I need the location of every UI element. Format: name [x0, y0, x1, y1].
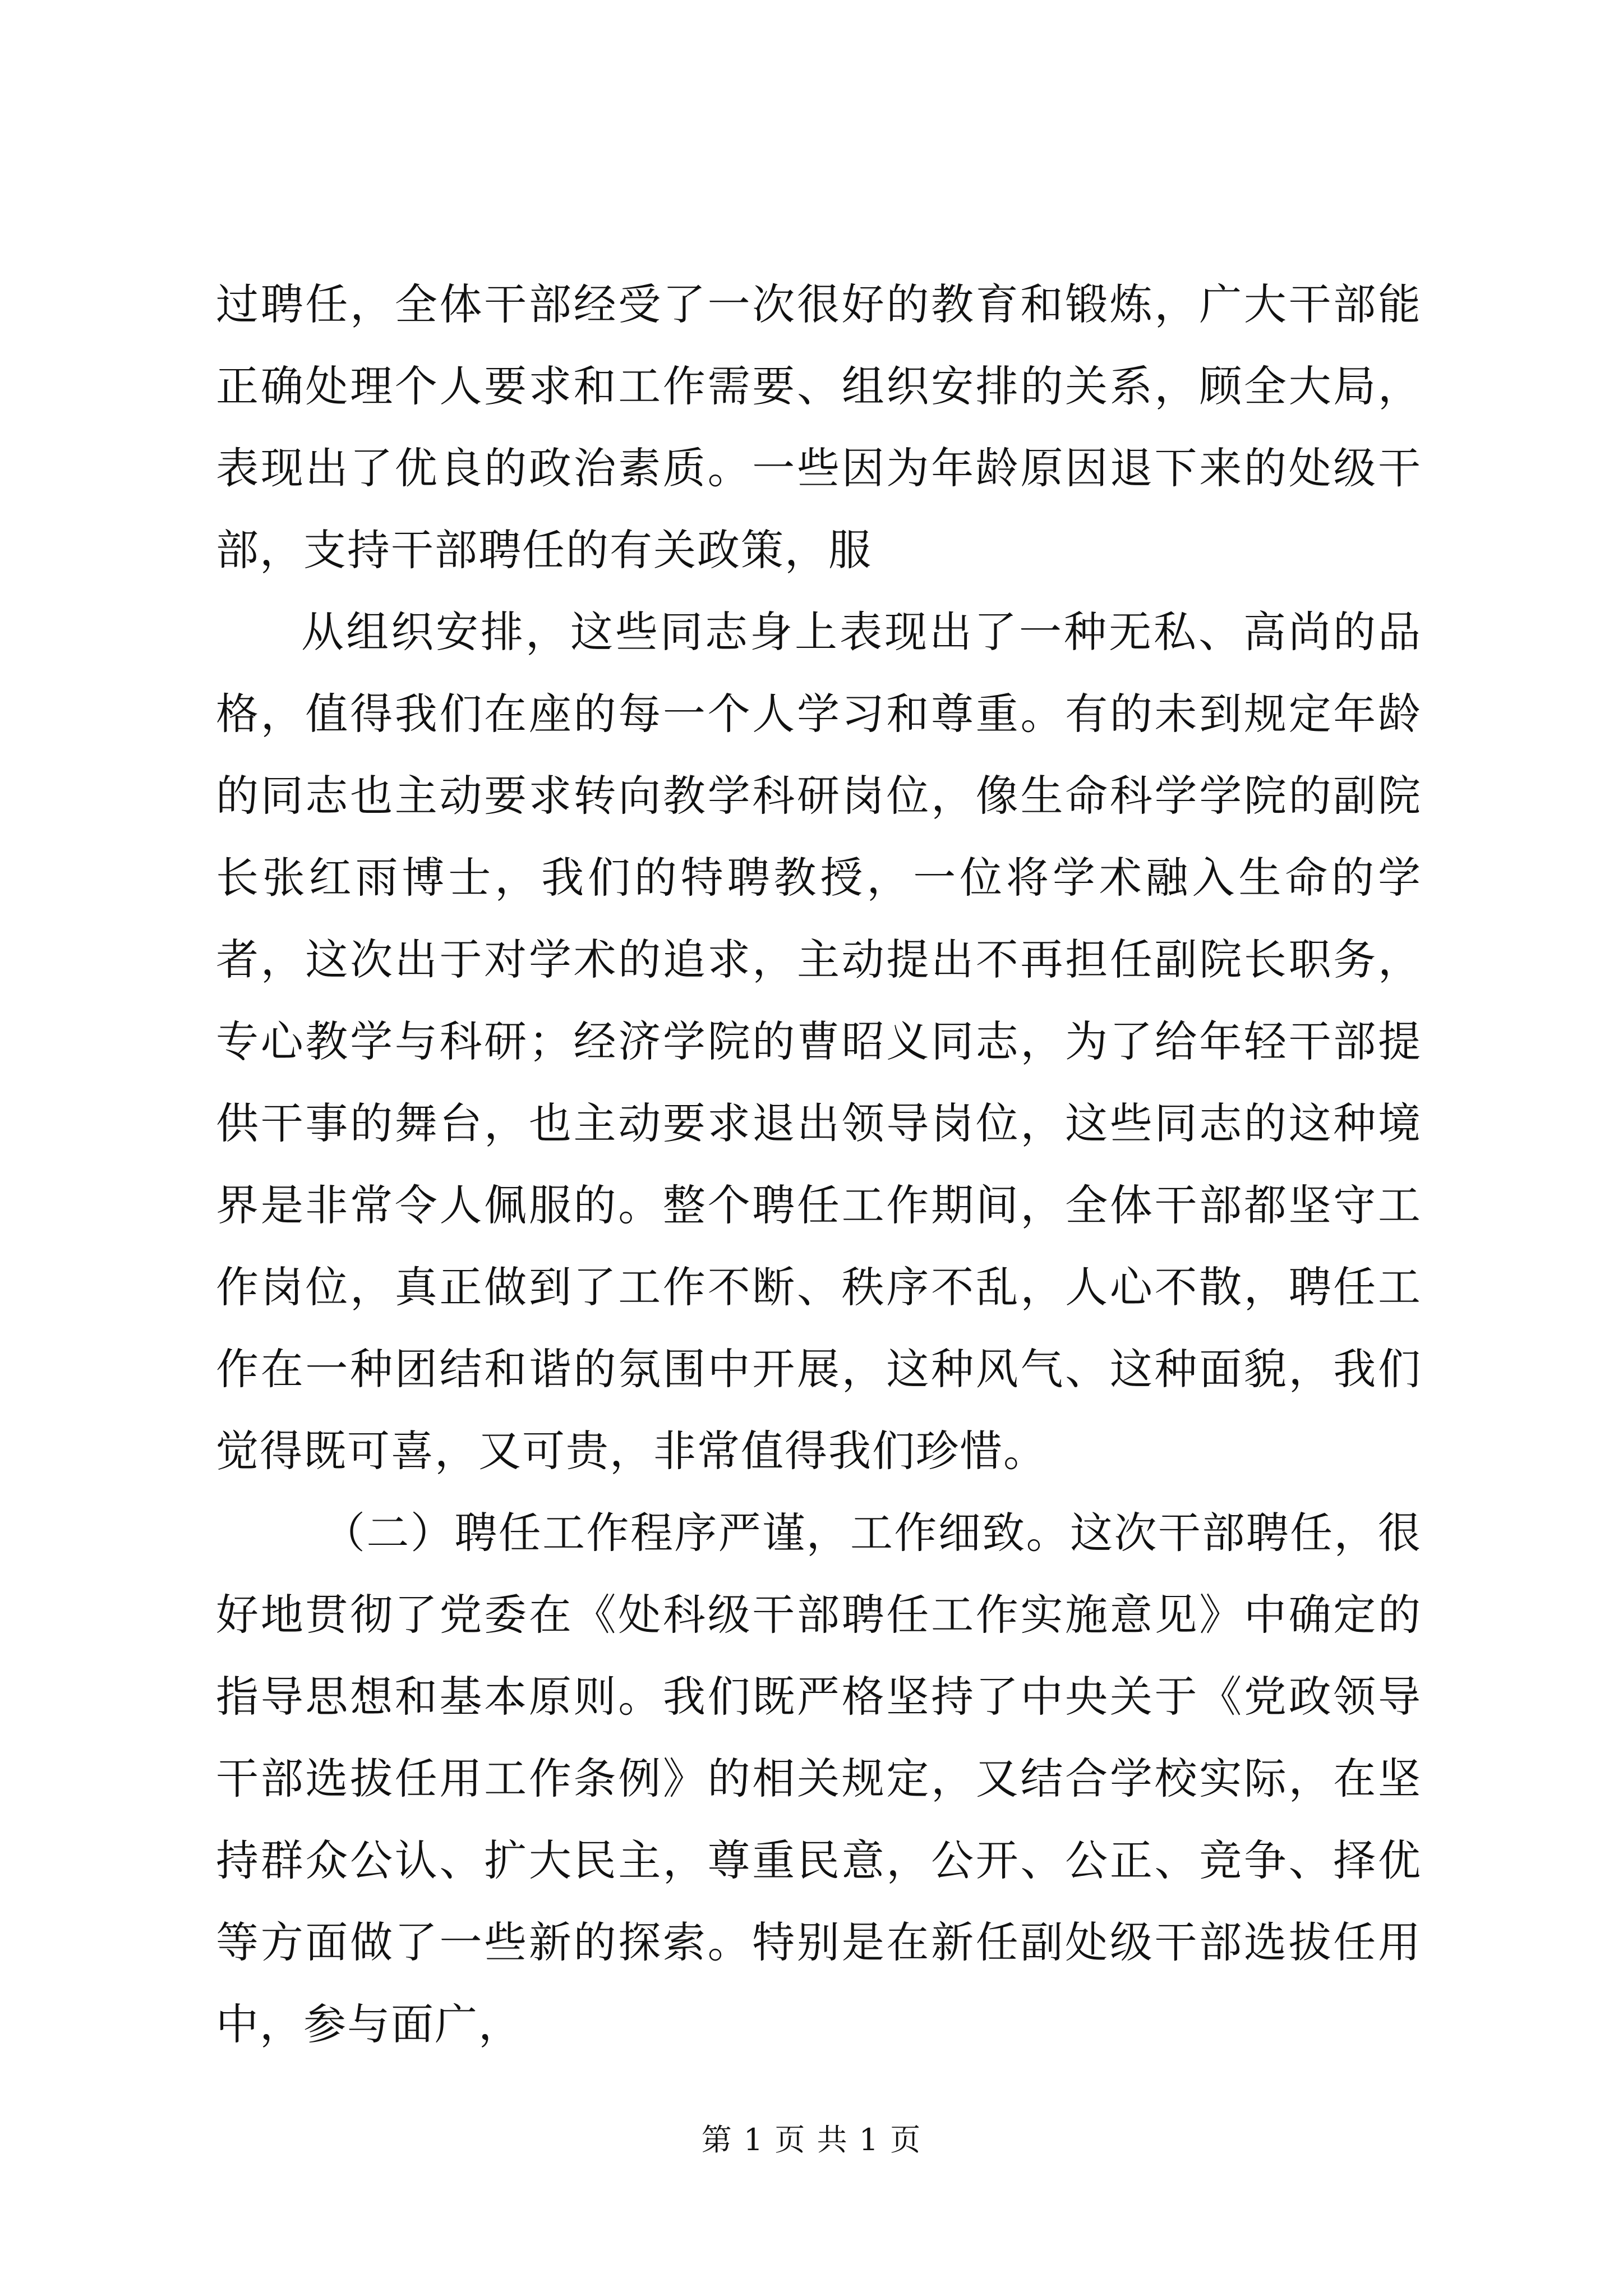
paragraph-1: 过聘任，全体干部经受了一次很好的教育和锻炼，广大干部能正确处理个人要求和工作需要、组织安排的关系，顾全大局，表现出了优良的政治素质。一些因为年龄原因退下来的处级干部，支持干部聘任的有关政策，服	[216, 279, 1422, 575]
paragraph-2: 从组织安排，这些同志身上表现出了一种无私、高尚的品格，值得我们在座的每一个人学习和尊重。有的未到规定年龄的同志也主动要求转向教学科研岗位，像生命科学学院的副院长张红雨博士，我们的特聘教授，一位将学术融入生命的学者，这次出于对学术的追求，主动提出不再担任副院长职务，专心教学与科研；经济学院的曹昭义同志，为了给年轻干部提供干事的舞台，也主动要求退出领导岗位，这些同志的这种境界是非常令人佩服的。整个聘任工作期间，全体干部都坚守工作岗位，真正做到了工作不断、秩序不乱，人心不散，聘任工作在一种团结和谐的氛围中开展，这种风气、这种面貌，我们觉得既可喜，又可贵，非常值得我们珍惜。	[216, 607, 1422, 1476]
document-body	[216, 264, 1422, 2065]
paragraph-3: （二）聘任工作程序严谨，工作细致。这次干部聘任，很好地贯彻了党委在《处科级干部聘任工作实施意见》中确定的指导思想和基本原则。我们既严格坚持了中央关于《党政领导干部选拔任用工作条例》的相关规定，又结合学校实际，在坚持群众公认、扩大民主，尊重民意，公开、公正、竞争、择优等方面做了一些新的探索。特别是在新任副处级干部选拔任用中，参与面广，	[216, 1508, 1422, 2049]
page-footer: 第 1 页 共 1 页	[701, 2122, 922, 2157]
